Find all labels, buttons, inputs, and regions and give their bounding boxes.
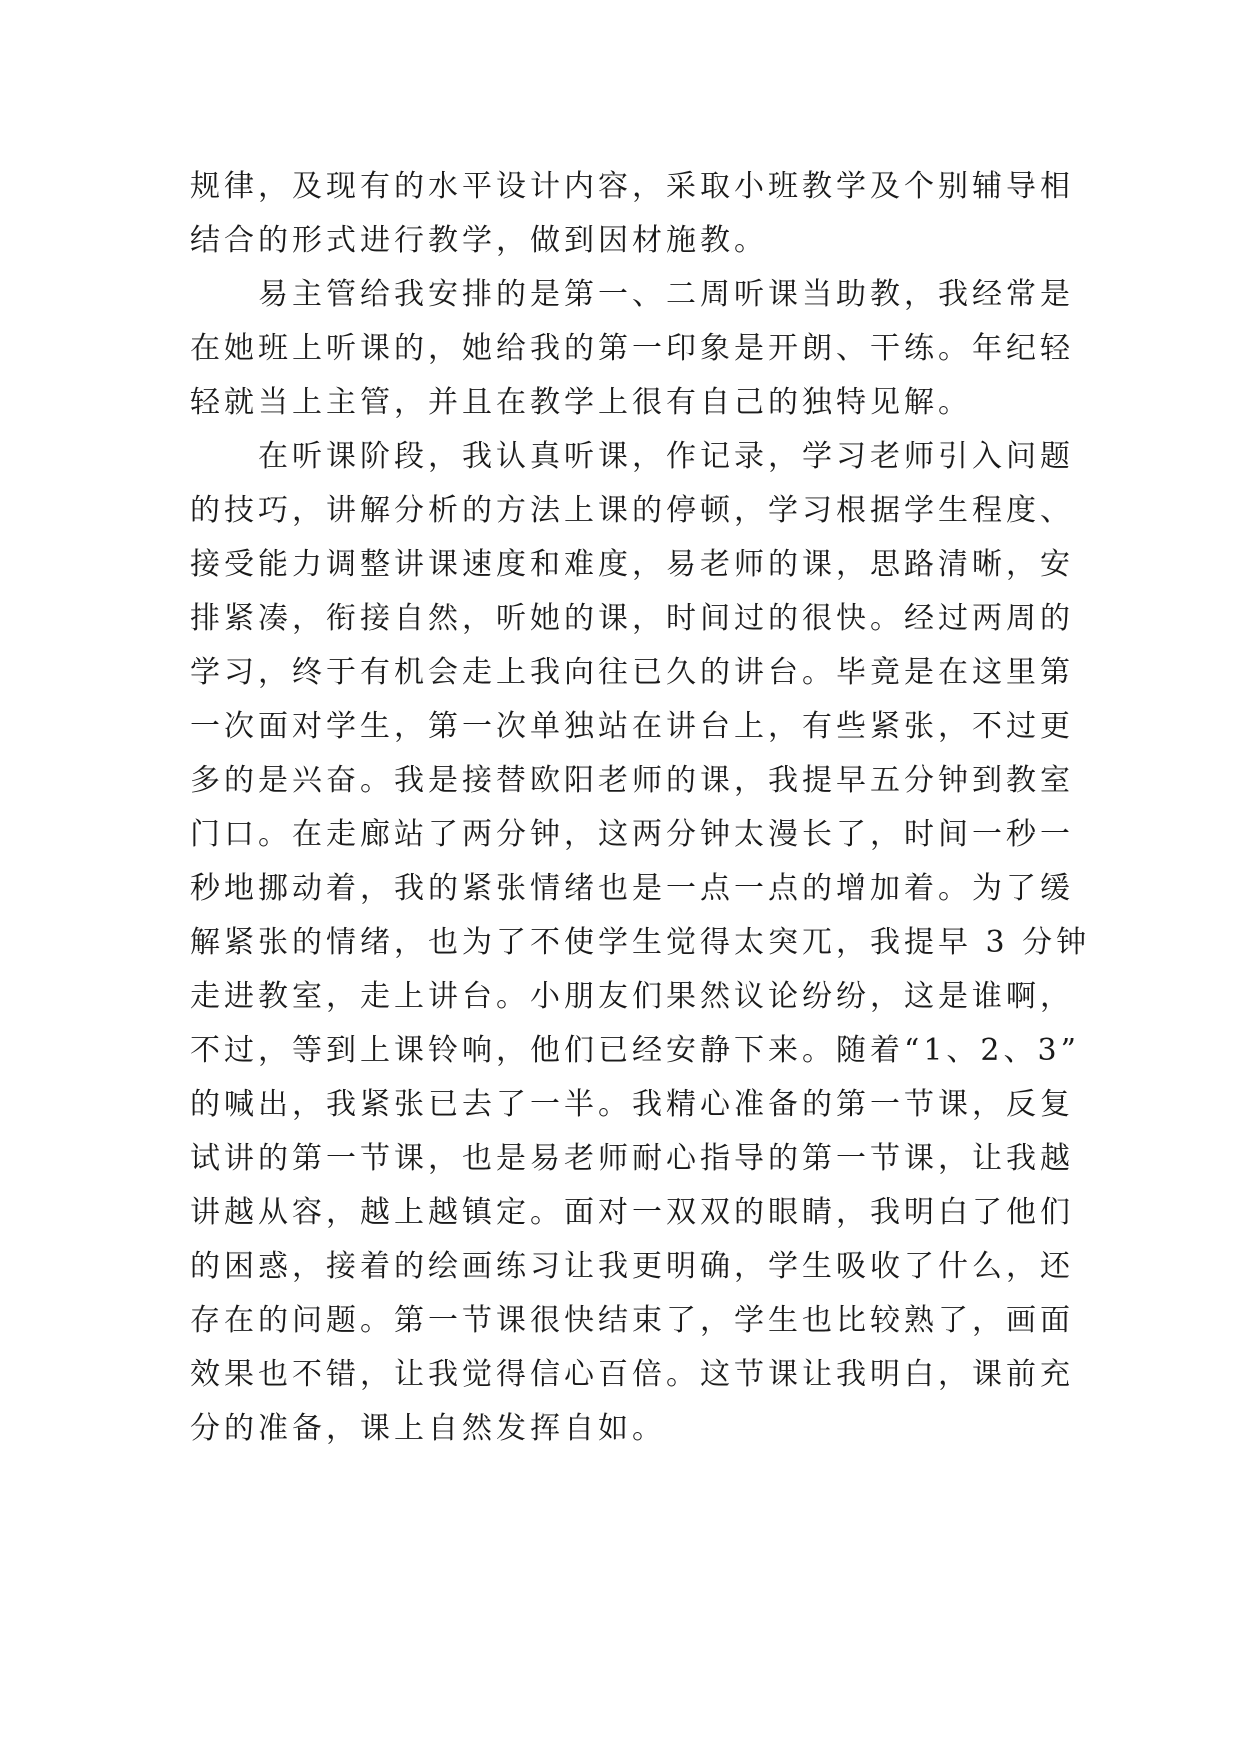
document-body [190, 160, 1091, 1456]
text-line: 效果也不错，让我觉得信心百倍。这节课让我明白，课前充 [190, 1357, 1074, 1392]
text-line: 存在的问题。第一节课很快结束了，学生也比较熟了，画面 [190, 1303, 1074, 1338]
paragraph-3 [190, 430, 1091, 1456]
text-line: 排紧凑，衔接自然，听她的课，时间过的很快。经过两周的 [190, 601, 1074, 636]
text-line: 讲越从容，越上越镇定。面对一双双的眼睛，我明白了他们 [190, 1195, 1074, 1230]
text-line: 在听课阶段，我认真听课，作记录，学习老师引入问题 [258, 439, 1074, 474]
text-line: 的喊出，我紧张已去了一半。我精心准备的第一节课，反复 [190, 1087, 1074, 1122]
text-line: 门口。在走廊站了两分钟，这两分钟太漫长了，时间一秒一 [190, 817, 1074, 852]
text-line: 易主管给我安排的是第一、二周听课当助教，我经常是 [258, 277, 1074, 312]
text-line: 轻就当上主管，并且在教学上很有自己的独特见解。 [190, 385, 972, 420]
text-line: 解紧张的情绪，也为了不使学生觉得太突兀，我提早 3 分钟 [190, 925, 1091, 960]
text-line: 秒地挪动着，我的紧张情绪也是一点一点的增加着。为了缓 [190, 871, 1074, 906]
text-line: 学习，终于有机会走上我向往已久的讲台。毕竟是在这里第 [190, 655, 1074, 690]
text-line: 不过，等到上课铃响，他们已经安静下来。随着“1、2、3” [190, 1033, 1080, 1068]
text-line: 多的是兴奋。我是接替欧阳老师的课，我提早五分钟到教室 [190, 763, 1074, 798]
text-line: 接受能力调整讲课速度和难度，易老师的课，思路清晰，安 [190, 547, 1074, 582]
text-line: 试讲的第一节课，也是易老师耐心指导的第一节课，让我越 [190, 1141, 1074, 1176]
paragraph-1 [190, 160, 1074, 268]
text-line: 结合的形式进行教学，做到因材施教。 [190, 223, 768, 258]
text-line: 的技巧，讲解分析的方法上课的停顿，学习根据学生程度、 [190, 493, 1074, 528]
text-line: 在她班上听课的，她给我的第一印象是开朗、干练。年纪轻 [190, 331, 1074, 366]
text-line: 走进教室，走上讲台。小朋友们果然议论纷纷，这是谁啊， [190, 979, 1074, 1014]
text-line: 一次面对学生，第一次单独站在讲台上，有些紧张，不过更 [190, 709, 1074, 744]
text-line: 的困惑，接着的绘画练习让我更明确，学生吸收了什么，还 [190, 1249, 1074, 1284]
paragraph-2 [190, 268, 1074, 430]
text-line: 规律，及现有的水平设计内容，采取小班教学及个别辅导相 [190, 169, 1074, 204]
text-line: 分的准备，课上自然发挥自如。 [190, 1411, 666, 1446]
